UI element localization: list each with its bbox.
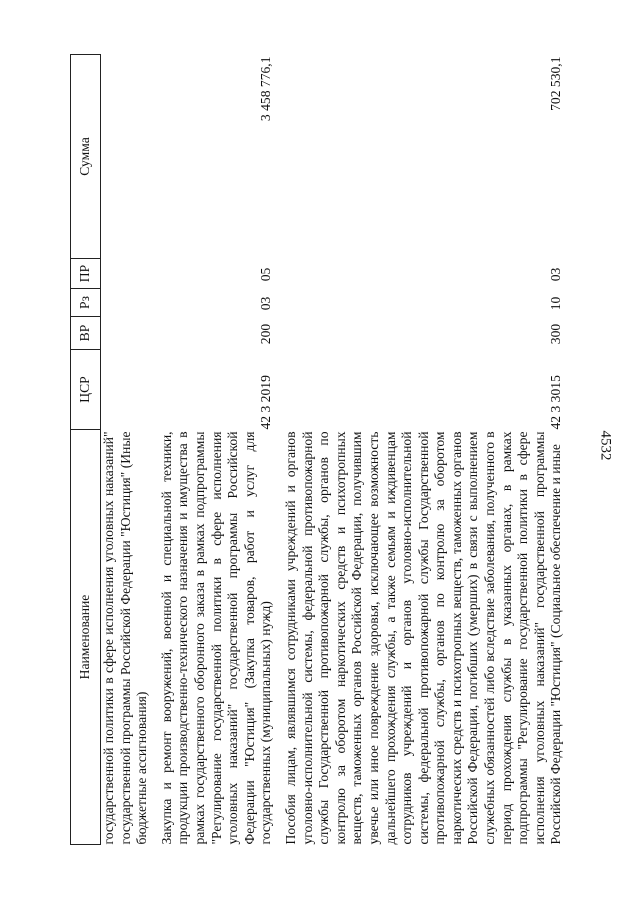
row-pr: 05 (258, 267, 274, 282)
row-rz: 03 (258, 296, 274, 311)
row-sum: 702 530,1 (548, 56, 564, 111)
row-spacer (275, 55, 283, 845)
row-spacer (151, 55, 159, 845)
header-csr: ЦСР (71, 350, 101, 430)
row-name: Закупка и ремонт вооружений, военной и специальной техники, продукции производственно-технического назначения и имущества в рамках государственного оборонного заказа в рамках подпрограммы "Регулирование государственной политики в сфере исполнения уголовных наказаний" государственной программы Российской Федерации "Юстиция" (Закупка товаров, работ и услуг для государственных (муниципальных) нужд) (158, 431, 274, 845)
row-rz (101, 289, 151, 317)
header-pr: ПР (71, 259, 101, 289)
row-pr (101, 259, 151, 289)
row-name: Пособия лицам, являвшимся сотрудниками учреждений и органов уголовно-исполнительной системы, федеральной противопожарной службы Государственной противопожарной службы, органов по контролю за оборотом наркотических средств и психотропных веществ, таможенных органов Российской Федерации, получившим увечье или иное повреждение здоровья, исключающее возможность дальнейшего прохождения службы, а также семьям и иждивенцам сотрудников учреждений и органов уголовно-исполнительной системы, федеральной противопожарной службы Государственной противопожарной службы, органов по контролю за оборотом наркотических средств и психотропных веществ, таможенных органов Российской Федерации, погибших (умерших) в связи с выполнением служебных обязанностей либо вследствие заболевания, полученного в период прохождения службы в указанных органах, в рамках подпрограммы "Регулирование государственной политики в сфере исполнения уголовных наказаний" государственной программы Российской Федерации "Юстиция" (Социальное обеспечение и иные (282, 431, 564, 845)
row-sum: 3 458 776,1 (258, 56, 274, 122)
page-number: 4532 (597, 430, 614, 461)
row-vr: 200 (258, 323, 274, 345)
table-row (283, 55, 565, 845)
table-row (159, 55, 275, 845)
row-vr: 300 (548, 323, 564, 345)
row-csr: 42 3 3015 (548, 375, 564, 430)
row-pr: 03 (548, 267, 564, 282)
rotated-page-content (70, 55, 564, 845)
row-name: государственной политики в сфере исполнения уголовных наказаний" государственной программы Российской Федерации "Юстиция" (Иные бюджетные ассигнования) (101, 431, 150, 845)
row-vr (101, 317, 151, 350)
row-rz: 10 (548, 296, 564, 311)
budget-table (70, 54, 565, 845)
row-csr (101, 350, 151, 430)
row-csr: 42 3 2019 (258, 375, 274, 430)
header-rz: Рз (71, 289, 101, 317)
table-row (101, 55, 151, 845)
header-sum: Сумма (71, 55, 101, 259)
row-sum (101, 55, 151, 259)
table-header-row (71, 55, 101, 845)
header-vr: ВР (71, 317, 101, 350)
header-name: Наименование (71, 430, 101, 845)
